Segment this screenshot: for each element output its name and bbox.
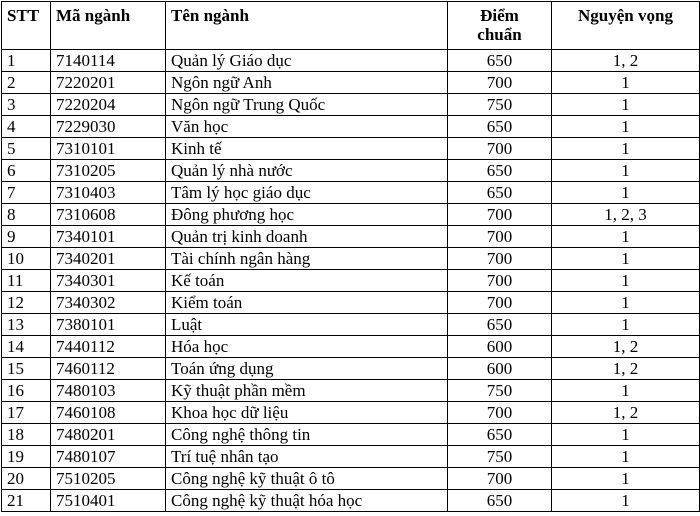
cell-nguyen-vong: 1, 2: [552, 358, 700, 380]
cell-ten-nganh: Tâm lý học giáo dục: [166, 182, 448, 204]
cell-ten-nganh: Công nghệ kỹ thuật hóa học: [166, 490, 448, 512]
cell-diem-chuan: 700: [448, 226, 552, 248]
cell-ma-nganh: 7310101: [51, 138, 166, 160]
cell-nguyen-vong: 1: [552, 468, 700, 490]
table-row: [2, 182, 700, 204]
cell-diem-chuan: 700: [448, 468, 552, 490]
cell-nguyen-vong: 1, 2: [552, 336, 700, 358]
header-ma-nganh: Mã ngành: [51, 2, 166, 50]
cell-nguyen-vong: 1: [552, 94, 700, 116]
cell-nguyen-vong: 1: [552, 270, 700, 292]
cell-diem-chuan: 650: [448, 160, 552, 182]
cell-diem-chuan: 700: [448, 204, 552, 226]
cell-diem-chuan: 750: [448, 446, 552, 468]
cell-ma-nganh: 7220201: [51, 72, 166, 94]
table-row: [2, 468, 700, 490]
table-row: [2, 248, 700, 270]
cell-ma-nganh: 7220204: [51, 94, 166, 116]
cell-diem-chuan: 650: [448, 314, 552, 336]
table-row: [2, 116, 700, 138]
cell-stt: 3: [2, 94, 51, 116]
cell-stt: 12: [2, 292, 51, 314]
cell-ma-nganh: 7460112: [51, 358, 166, 380]
cell-nguyen-vong: 1: [552, 314, 700, 336]
header-stt: STT: [2, 2, 51, 50]
cell-diem-chuan: 700: [448, 248, 552, 270]
cell-stt: 20: [2, 468, 51, 490]
cell-nguyen-vong: 1, 2: [552, 402, 700, 424]
cell-ma-nganh: 7340301: [51, 270, 166, 292]
cell-ten-nganh: Hóa học: [166, 336, 448, 358]
cell-ma-nganh: 7310205: [51, 160, 166, 182]
cell-diem-chuan: 700: [448, 270, 552, 292]
cell-nguyen-vong: 1: [552, 138, 700, 160]
table-row: [2, 424, 700, 446]
cell-diem-chuan: 600: [448, 358, 552, 380]
cell-stt: 15: [2, 358, 51, 380]
table-row: [2, 380, 700, 402]
cell-diem-chuan: 750: [448, 94, 552, 116]
cell-diem-chuan: 700: [448, 72, 552, 94]
cell-ten-nganh: Khoa học dữ liệu: [166, 402, 448, 424]
cell-nguyen-vong: 1: [552, 490, 700, 512]
cell-stt: 21: [2, 490, 51, 512]
cell-ten-nganh: Ngôn ngữ Trung Quốc: [166, 94, 448, 116]
cell-stt: 18: [2, 424, 51, 446]
cell-diem-chuan: 700: [448, 138, 552, 160]
table-row: [2, 138, 700, 160]
table-row: [2, 160, 700, 182]
cell-nguyen-vong: 1, 2: [552, 50, 700, 72]
cell-nguyen-vong: 1: [552, 182, 700, 204]
cell-ten-nganh: Đông phương học: [166, 204, 448, 226]
cell-ten-nganh: Luật: [166, 314, 448, 336]
cell-ten-nganh: Tài chính ngân hàng: [166, 248, 448, 270]
cell-nguyen-vong: 1: [552, 248, 700, 270]
table-row: [2, 94, 700, 116]
table-row: [2, 204, 700, 226]
cell-stt: 19: [2, 446, 51, 468]
table-row: [2, 50, 700, 72]
cell-diem-chuan: 650: [448, 424, 552, 446]
table-row: [2, 336, 700, 358]
cell-ma-nganh: 7229030: [51, 116, 166, 138]
cell-ten-nganh: Công nghệ thông tin: [166, 424, 448, 446]
cell-ten-nganh: Kiểm toán: [166, 292, 448, 314]
cell-stt: 16: [2, 380, 51, 402]
cell-diem-chuan: 700: [448, 402, 552, 424]
cell-ma-nganh: 7380101: [51, 314, 166, 336]
table-row: [2, 226, 700, 248]
cell-ten-nganh: Kế toán: [166, 270, 448, 292]
cell-ma-nganh: 7510205: [51, 468, 166, 490]
table-row: [2, 446, 700, 468]
cell-nguyen-vong: 1: [552, 116, 700, 138]
cell-ma-nganh: 7480103: [51, 380, 166, 402]
cell-nguyen-vong: 1, 2, 3: [552, 204, 700, 226]
table-row: [2, 402, 700, 424]
cell-ten-nganh: Văn học: [166, 116, 448, 138]
cell-nguyen-vong: 1: [552, 72, 700, 94]
cell-ma-nganh: 7140114: [51, 50, 166, 72]
cell-ma-nganh: 7460108: [51, 402, 166, 424]
table-row: [2, 292, 700, 314]
table-row: [2, 72, 700, 94]
cell-stt: 13: [2, 314, 51, 336]
cell-stt: 5: [2, 138, 51, 160]
cell-ma-nganh: 7440112: [51, 336, 166, 358]
header-diem-chuan-line1: Điểm: [480, 6, 519, 25]
cell-ma-nganh: 7340101: [51, 226, 166, 248]
cell-stt: 7: [2, 182, 51, 204]
cell-nguyen-vong: 1: [552, 446, 700, 468]
cell-diem-chuan: 650: [448, 182, 552, 204]
cell-nguyen-vong: 1: [552, 226, 700, 248]
cell-stt: 14: [2, 336, 51, 358]
table-header: [2, 2, 700, 50]
cell-ma-nganh: 7510401: [51, 490, 166, 512]
cell-ma-nganh: 7480201: [51, 424, 166, 446]
cell-ma-nganh: 7310608: [51, 204, 166, 226]
cell-ten-nganh: Kỹ thuật phần mềm: [166, 380, 448, 402]
cell-stt: 9: [2, 226, 51, 248]
cell-diem-chuan: 700: [448, 292, 552, 314]
cell-ten-nganh: Quản lý nhà nước: [166, 160, 448, 182]
cell-ten-nganh: Công nghệ kỹ thuật ô tô: [166, 468, 448, 490]
cell-stt: 4: [2, 116, 51, 138]
cell-stt: 11: [2, 270, 51, 292]
header-diem-chuan-line2: chuẩn: [477, 25, 522, 44]
cell-ten-nganh: Trí tuệ nhân tạo: [166, 446, 448, 468]
cell-diem-chuan: 650: [448, 490, 552, 512]
cell-ten-nganh: Quản lý Giáo dục: [166, 50, 448, 72]
cell-stt: 10: [2, 248, 51, 270]
cell-diem-chuan: 650: [448, 50, 552, 72]
cell-stt: 1: [2, 50, 51, 72]
admission-scores-table: [1, 1, 700, 512]
table-row: [2, 270, 700, 292]
header-diem-chuan: [448, 2, 552, 50]
cell-ten-nganh: Quản trị kinh doanh: [166, 226, 448, 248]
header-row: [2, 2, 700, 50]
table-body: [2, 50, 700, 512]
cell-ma-nganh: 7310403: [51, 182, 166, 204]
cell-stt: 17: [2, 402, 51, 424]
cell-diem-chuan: 650: [448, 116, 552, 138]
cell-nguyen-vong: 1: [552, 380, 700, 402]
cell-diem-chuan: 600: [448, 336, 552, 358]
table-row: [2, 490, 700, 512]
cell-ma-nganh: 7340201: [51, 248, 166, 270]
cell-stt: 8: [2, 204, 51, 226]
cell-ten-nganh: Ngôn ngữ Anh: [166, 72, 448, 94]
header-nguyen-vong: Nguyện vọng: [552, 2, 700, 50]
header-ten-nganh: Tên ngành: [166, 2, 448, 50]
cell-nguyen-vong: 1: [552, 292, 700, 314]
cell-stt: 2: [2, 72, 51, 94]
cell-nguyen-vong: 1: [552, 160, 700, 182]
cell-ma-nganh: 7480107: [51, 446, 166, 468]
cell-ten-nganh: Toán ứng dụng: [166, 358, 448, 380]
cell-stt: 6: [2, 160, 51, 182]
table-row: [2, 314, 700, 336]
cell-nguyen-vong: 1: [552, 424, 700, 446]
table-row: [2, 358, 700, 380]
cell-diem-chuan: 750: [448, 380, 552, 402]
cell-ten-nganh: Kinh tế: [166, 138, 448, 160]
cell-ma-nganh: 7340302: [51, 292, 166, 314]
